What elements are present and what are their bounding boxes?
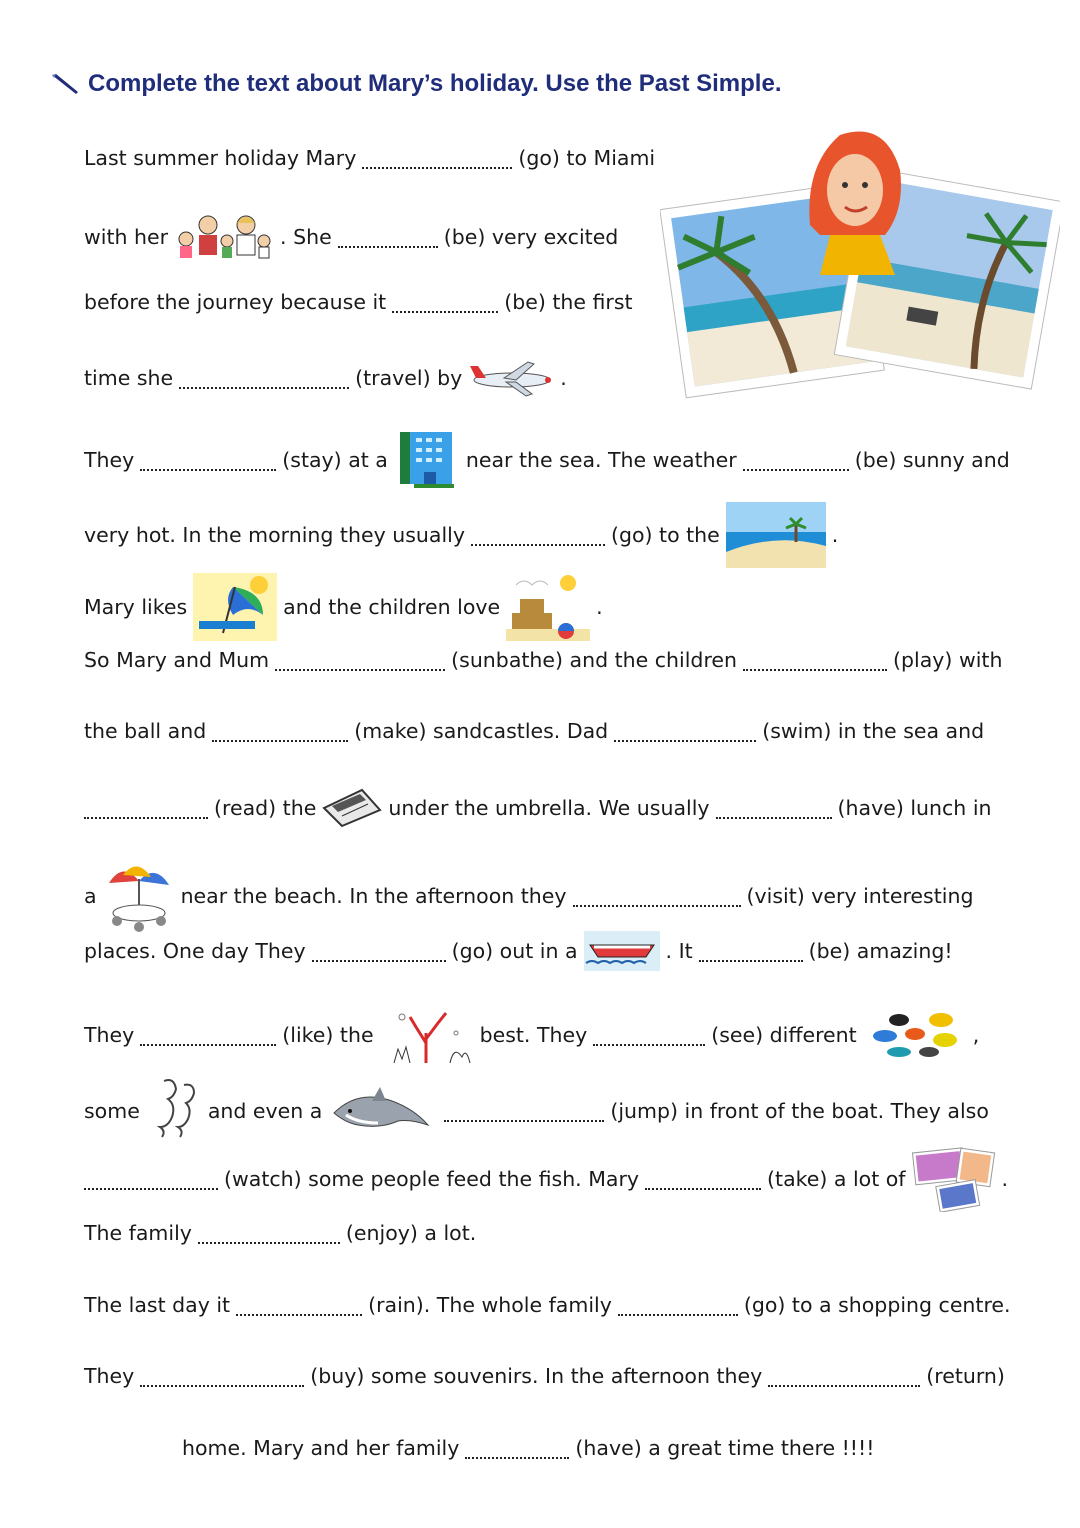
tropical-fish-icon xyxy=(863,1010,967,1060)
text-line-18: They (buy) some souvenirs. In the afternoon they (return) xyxy=(84,1364,1005,1388)
answer-blank-9[interactable] xyxy=(743,649,887,671)
text-line-7: Mary likes and the children love . xyxy=(84,573,603,641)
answer-blank-2[interactable] xyxy=(338,226,438,248)
seahorse-icon xyxy=(146,1075,202,1147)
text-line-17: The last day it (rain). The whole family (go) to a shopping centre. xyxy=(84,1293,1011,1317)
airplane-icon xyxy=(468,358,554,398)
answer-blank-12[interactable] xyxy=(84,797,208,819)
answer-blank-20[interactable] xyxy=(84,1168,218,1190)
text-line-13: They (like) the best. They (see) different , xyxy=(84,1003,979,1067)
text-line-5: They (stay) at a near the sea. The weather (be) sunny and xyxy=(84,430,1010,490)
answer-blank-24[interactable] xyxy=(618,1294,738,1316)
answer-blank-11[interactable] xyxy=(614,720,756,742)
answer-blank-3[interactable] xyxy=(392,291,498,313)
text-line-10: (read) the under the umbrella. We usually (have) lunch in xyxy=(84,788,992,828)
answer-blank-21[interactable] xyxy=(645,1168,761,1190)
text-line-3: before the journey because it (be) the first xyxy=(84,290,633,314)
photos-icon xyxy=(912,1146,996,1212)
answer-blank-19[interactable] xyxy=(444,1100,604,1122)
title-text: Complete the text about Mary’s holiday. Use the Past Simple. xyxy=(88,70,782,97)
text-line-8: So Mary and Mum (sunbathe) and the children (play) with xyxy=(84,648,1003,672)
exercise-title xyxy=(50,70,782,98)
text-line-15: (watch) some people feed the fish. Mary (take) a lot of . xyxy=(84,1146,1008,1212)
text-line-9: the ball and (make) sandcastles. Dad (swim) in the sea and xyxy=(84,719,985,743)
answer-blank-6[interactable] xyxy=(743,449,849,471)
answer-blank-22[interactable] xyxy=(198,1222,340,1244)
text-line-11: a near the beach. In the afternoon they (visit) very interesting xyxy=(84,859,973,933)
text-line-16: The family (enjoy) a lot. xyxy=(84,1221,477,1245)
answer-blank-23[interactable] xyxy=(236,1294,362,1316)
text-line-4: time she (travel) by . xyxy=(84,358,567,398)
text-line-19: home. Mary and her family (have) a great time there !!!! xyxy=(182,1436,875,1460)
text-line-1: Last summer holiday Mary (go) to Miami xyxy=(84,146,656,170)
answer-blank-5[interactable] xyxy=(140,449,276,471)
answer-blank-1[interactable] xyxy=(362,147,512,169)
holiday-photos-illustration xyxy=(660,125,1060,405)
newspaper-icon xyxy=(322,788,382,828)
answer-blank-16[interactable] xyxy=(699,940,803,962)
hotel-icon xyxy=(394,430,460,490)
answer-blank-4[interactable] xyxy=(179,367,349,389)
family-icon xyxy=(174,215,274,259)
answer-blank-25[interactable] xyxy=(140,1365,304,1387)
answer-blank-8[interactable] xyxy=(275,649,445,671)
pencil-icon xyxy=(50,73,80,95)
answer-blank-14[interactable] xyxy=(573,885,741,907)
answer-blank-13[interactable] xyxy=(716,797,832,819)
beach-icon xyxy=(726,502,826,568)
text-line-14: some and even a (jump) in front of the boat. They also xyxy=(84,1075,989,1147)
text-line-12: places. One day They (go) out in a . It (be) amazing! xyxy=(84,931,953,971)
dolphin-icon xyxy=(328,1083,432,1139)
sandcastle-icon xyxy=(506,573,590,641)
answer-blank-27[interactable] xyxy=(465,1437,569,1459)
restaurant-icon xyxy=(103,859,175,933)
answer-blank-7[interactable] xyxy=(471,524,605,546)
coral-reef-icon xyxy=(380,1003,474,1067)
answer-blank-26[interactable] xyxy=(768,1365,920,1387)
answer-blank-18[interactable] xyxy=(593,1024,705,1046)
text-line-6: very hot. In the morning they usually (go) to the . xyxy=(84,502,838,568)
answer-blank-10[interactable] xyxy=(212,720,348,742)
sunbathing-icon xyxy=(193,573,277,641)
text-line-2: with her . She (be) very excited xyxy=(84,215,618,259)
answer-blank-17[interactable] xyxy=(140,1024,276,1046)
boat-icon xyxy=(584,931,660,971)
answer-blank-15[interactable] xyxy=(312,940,446,962)
